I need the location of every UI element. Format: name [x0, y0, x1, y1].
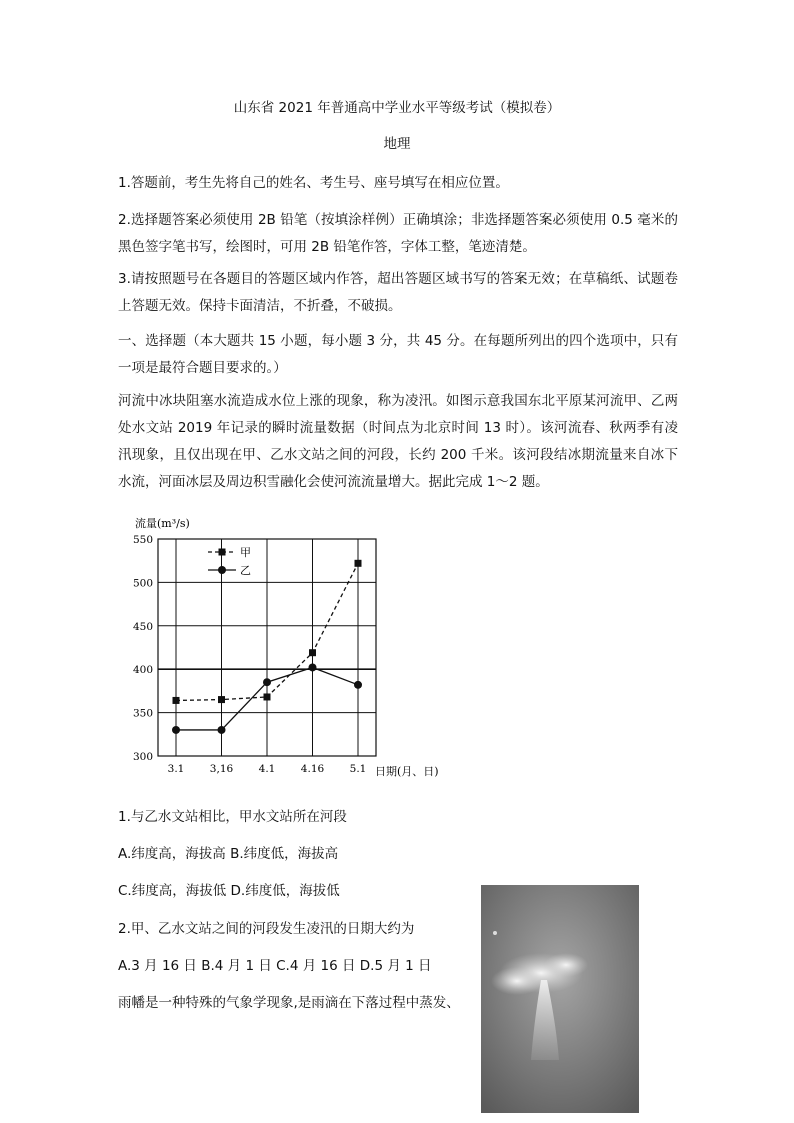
chart-legend [208, 546, 251, 577]
question-1-options-c-d: C.纬度高，海拔低 D.纬度低，海拔低 [118, 883, 340, 899]
y-axis-label: 流量(m³/s) [135, 517, 190, 530]
data-point-甲 [309, 649, 316, 656]
exam-title: 山东省 2021 年普通高中学业水平等级考试（模拟卷） [233, 100, 561, 116]
x-tick-label: 3,16 [209, 763, 234, 775]
chart-grid [133, 534, 376, 775]
data-point-乙 [309, 663, 317, 671]
instruction-3: 3.请按照题号在各题目的答题区域内作答，超出答题区域书写的答案无效；在草稿纸、试题卷上答题无效。保持卡面清洁，不折叠，不破损。 [118, 271, 678, 314]
y-tick-label: 500 [132, 577, 153, 590]
data-point-乙 [354, 681, 362, 689]
data-point-甲 [264, 693, 271, 700]
x-tick-label: 4.16 [300, 763, 325, 775]
data-point-甲 [218, 696, 225, 703]
y-tick-label: 300 [132, 751, 153, 763]
trailing-text: 雨幡是一种特殊的气象学现象,是雨滴在下落过程中蒸发、 [118, 995, 460, 1011]
question-2-stem: 2.甲、乙水文站之间的河段发生凌汛的日期大约为 [118, 921, 415, 937]
y-tick-label: 350 [132, 707, 153, 720]
y-tick-label: 450 [132, 620, 153, 633]
data-point-乙 [263, 678, 271, 686]
passage: 河流中冰块阻塞水流造成水位上涨的现象，称为凌汛。如图示意我国东北平原某河流甲、乙两处水文站 2019 年记录的瞬时流量数据（时间点为北京时间 13 时）。该河流春、秋两季有凌汛现象，且仅出现在甲、乙水文站之间的河段，长约 200 千米。该河段结冰期流量来自冰下水流，河面冰层及周边积雪融化会使河流流量增大。据此完成 1～2 题。 [118, 393, 678, 490]
data-point-乙 [172, 726, 180, 734]
x-axis-label: 日期(月、日) [375, 765, 439, 778]
section-heading: 一、选择题（本大题共 15 小题，每小题 3 分，共 45 分。在每题所列出的四个选项中，只有一项是最符合题目要求的。） [118, 333, 678, 376]
instruction-2: 2.选择题答案必须使用 2B 铅笔（按填涂样例）正确填涂；非选择题答案必须使用 0.5 毫米的黑色签字笔书写，绘图时，可用 2B 铅笔作答，字体工整，笔迹清楚。 [118, 212, 678, 255]
x-tick-label: 4.1 [258, 763, 276, 775]
instruction-1: 1.答题前，考生先将自己的姓名、考生号、座号填写在相应位置。 [118, 175, 509, 191]
data-point-甲 [173, 697, 180, 704]
question-2-options: A.3 月 16 日 B.4 月 1 日 C.4 月 16 日 D.5 月 1 日 [118, 958, 432, 974]
question-1-stem: 1.与乙水文站相比，甲水文站所在河段 [118, 809, 347, 825]
legend-marker [219, 549, 226, 556]
legend-marker [218, 566, 226, 574]
subject-title: 地理 [383, 136, 411, 152]
y-tick-label: 400 [132, 664, 153, 677]
data-point-乙 [218, 726, 226, 734]
flow-chart [118, 505, 448, 780]
legend-label: 乙 [240, 564, 251, 577]
y-tick-label: 550 [132, 534, 153, 546]
x-tick-label: 5.1 [349, 763, 367, 775]
data-point-甲 [355, 560, 362, 567]
legend-label: 甲 [240, 546, 251, 559]
x-tick-label: 3.1 [167, 763, 185, 775]
question-1-options-a-b: A.纬度高，海拔高 B.纬度低，海拔高 [118, 846, 339, 862]
virga-photo [481, 885, 639, 1113]
